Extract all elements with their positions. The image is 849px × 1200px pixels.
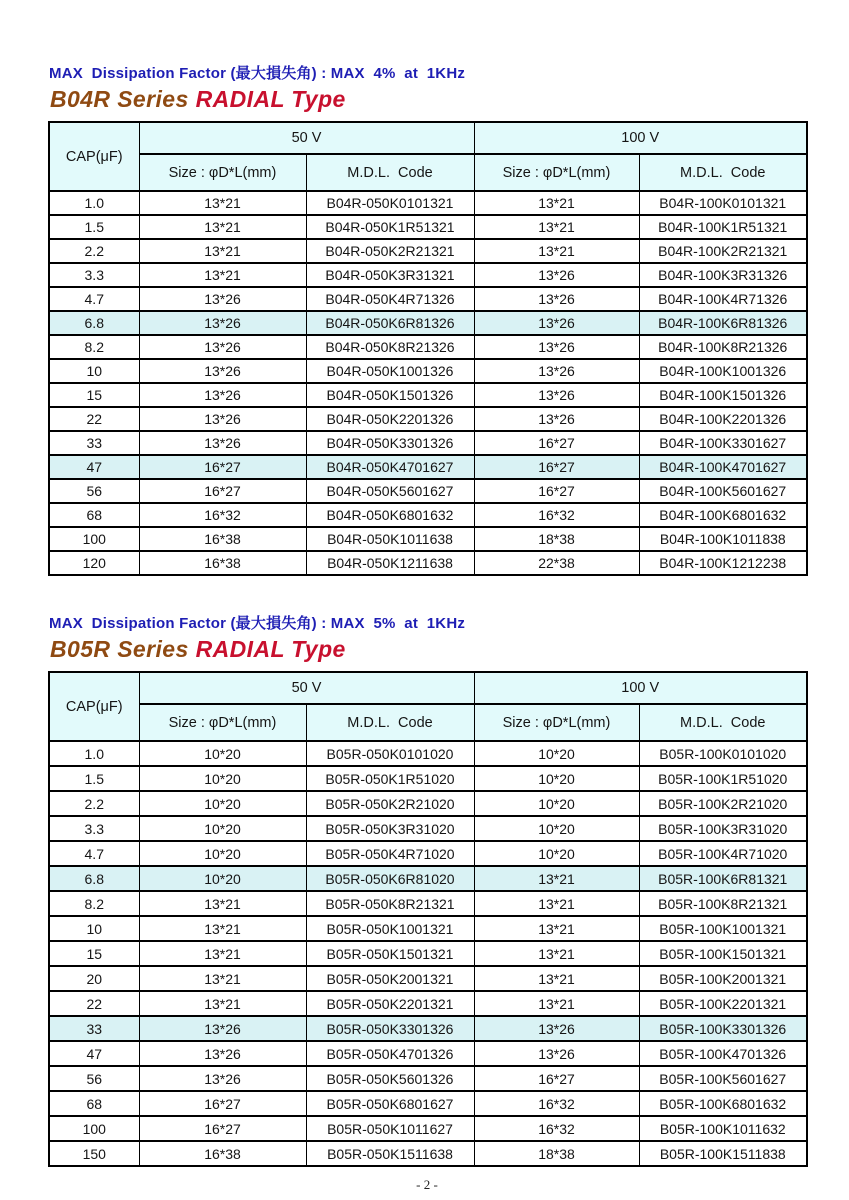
mdl-code-50v-cell: B04R-050K1R51321 bbox=[306, 215, 474, 239]
table-row bbox=[49, 359, 807, 383]
table-row bbox=[49, 791, 807, 816]
mdl-code-100v-cell: B04R-100K2201326 bbox=[639, 407, 807, 431]
cap-value-cell: 100 bbox=[49, 527, 139, 551]
table-row bbox=[49, 1066, 807, 1091]
cap-value-cell: 6.8 bbox=[49, 866, 139, 891]
b04r-table-head bbox=[49, 122, 807, 191]
mdl-code-100v-cell: B05R-100K2201321 bbox=[639, 991, 807, 1016]
sub-header-row bbox=[49, 704, 807, 741]
mdl-code-50v-cell: B05R-050K2201321 bbox=[306, 991, 474, 1016]
mdl-code-100v-cell: B05R-100K2001321 bbox=[639, 966, 807, 991]
mdl-code-50v-cell: B05R-050K3301326 bbox=[306, 1016, 474, 1041]
mdl-code-50v-cell: B05R-050K1511638 bbox=[306, 1141, 474, 1166]
cap-value-cell: 68 bbox=[49, 1091, 139, 1116]
mdl-code-50v-cell: B05R-050K1011627 bbox=[306, 1116, 474, 1141]
cap-value-cell: 1.0 bbox=[49, 191, 139, 215]
table-row bbox=[49, 263, 807, 287]
cap-value-cell: 47 bbox=[49, 455, 139, 479]
voltage-header-row bbox=[49, 122, 807, 154]
b04r-table-body bbox=[49, 191, 807, 575]
cap-value-cell: 1.5 bbox=[49, 215, 139, 239]
size-100v-cell: 10*20 bbox=[474, 841, 639, 866]
mdl-code-50v-cell: B05R-050K8R21321 bbox=[306, 891, 474, 916]
size-100v-cell: 13*26 bbox=[474, 359, 639, 383]
size-50v-cell: 13*26 bbox=[139, 1016, 306, 1041]
size-50v-cell: 13*21 bbox=[139, 191, 306, 215]
size-50v-cell: 13*21 bbox=[139, 891, 306, 916]
mdl-code-50v-cell: B05R-050K6R81020 bbox=[306, 866, 474, 891]
size-100v-cell: 13*26 bbox=[474, 335, 639, 359]
table-row bbox=[49, 335, 807, 359]
size-100v-cell: 13*26 bbox=[474, 1041, 639, 1066]
size-50v-cell: 13*26 bbox=[139, 335, 306, 359]
mdl-code-50v-cell: B05R-050K4701326 bbox=[306, 1041, 474, 1066]
size-100v-cell: 13*21 bbox=[474, 941, 639, 966]
mdl-code-100v-cell: B05R-100K2R21020 bbox=[639, 791, 807, 816]
size-100v-cell: 13*21 bbox=[474, 215, 639, 239]
table-row bbox=[49, 527, 807, 551]
series-title-b04r bbox=[50, 86, 849, 112]
mdl-code-100v-cell: B05R-100K0101020 bbox=[639, 741, 807, 766]
size-50v-cell: 13*21 bbox=[139, 239, 306, 263]
size-50v-cell: 13*21 bbox=[139, 941, 306, 966]
mdl-code-100v-cell: B04R-100K1R51321 bbox=[639, 215, 807, 239]
table-row bbox=[49, 503, 807, 527]
cap-value-cell: 15 bbox=[49, 941, 139, 966]
size-column-header-100v: Size : φD*L(mm) bbox=[474, 154, 639, 191]
series-name-b05r: B05R Series bbox=[50, 636, 189, 662]
table-row bbox=[49, 866, 807, 891]
cap-value-cell: 56 bbox=[49, 1066, 139, 1091]
table-row bbox=[49, 841, 807, 866]
cap-column-header: CAP(μF) bbox=[49, 672, 139, 741]
size-50v-cell: 13*26 bbox=[139, 359, 306, 383]
mdl-code-50v-cell: B05R-050K3R31020 bbox=[306, 816, 474, 841]
size-50v-cell: 13*26 bbox=[139, 311, 306, 335]
voltage-header-row bbox=[49, 672, 807, 704]
table-row bbox=[49, 916, 807, 941]
mdl-code-50v-cell: B05R-050K1001321 bbox=[306, 916, 474, 941]
mdl-code-50v-cell: B04R-050K2R21321 bbox=[306, 239, 474, 263]
cap-value-cell: 1.0 bbox=[49, 741, 139, 766]
table-row bbox=[49, 551, 807, 575]
cap-column-header: CAP(μF) bbox=[49, 122, 139, 191]
cap-value-cell: 15 bbox=[49, 383, 139, 407]
dissipation-factor-note-b05r: MAX Dissipation Factor (最大損失角) : MAX 5% at 1KHz bbox=[49, 615, 466, 632]
size-100v-cell: 10*20 bbox=[474, 791, 639, 816]
size-100v-cell: 13*21 bbox=[474, 239, 639, 263]
cap-value-cell: 10 bbox=[49, 916, 139, 941]
mdl-code-100v-cell: B05R-100K1011632 bbox=[639, 1116, 807, 1141]
b05r-table-body bbox=[49, 741, 807, 1166]
mdl-code-100v-cell: B05R-100K1511838 bbox=[639, 1141, 807, 1166]
table-row bbox=[49, 431, 807, 455]
size-100v-cell: 16*27 bbox=[474, 1066, 639, 1091]
size-100v-cell: 22*38 bbox=[474, 551, 639, 575]
size-50v-cell: 10*20 bbox=[139, 766, 306, 791]
voltage-100v-header: 100 V bbox=[474, 672, 807, 704]
table-row bbox=[49, 287, 807, 311]
mdl-code-100v-cell: B04R-100K8R21326 bbox=[639, 335, 807, 359]
size-50v-cell: 13*21 bbox=[139, 991, 306, 1016]
cap-value-cell: 8.2 bbox=[49, 891, 139, 916]
size-50v-cell: 13*26 bbox=[139, 1041, 306, 1066]
table-row bbox=[49, 766, 807, 791]
mdl-code-100v-cell: B05R-100K1R51020 bbox=[639, 766, 807, 791]
cap-value-cell: 2.2 bbox=[49, 791, 139, 816]
cap-value-cell: 4.7 bbox=[49, 287, 139, 311]
size-column-header-50v: Size : φD*L(mm) bbox=[139, 154, 306, 191]
table-row bbox=[49, 1116, 807, 1141]
table-row bbox=[49, 941, 807, 966]
table-row bbox=[49, 991, 807, 1016]
cap-value-cell: 1.5 bbox=[49, 766, 139, 791]
table-row bbox=[49, 455, 807, 479]
mdl-code-50v-cell: B04R-050K1001326 bbox=[306, 359, 474, 383]
mdl-code-100v-cell: B05R-100K6801632 bbox=[639, 1091, 807, 1116]
mdl-code-50v-cell: B05R-050K6801627 bbox=[306, 1091, 474, 1116]
cap-value-cell: 22 bbox=[49, 407, 139, 431]
mdl-code-100v-cell: B04R-100K2R21321 bbox=[639, 239, 807, 263]
cap-value-cell: 100 bbox=[49, 1116, 139, 1141]
size-100v-cell: 16*27 bbox=[474, 479, 639, 503]
mdl-code-50v-cell: B05R-050K5601326 bbox=[306, 1066, 474, 1091]
cap-value-cell: 120 bbox=[49, 551, 139, 575]
table-row bbox=[49, 191, 807, 215]
cap-value-cell: 33 bbox=[49, 431, 139, 455]
cap-value-cell: 20 bbox=[49, 966, 139, 991]
size-50v-cell: 13*26 bbox=[139, 287, 306, 311]
mdl-code-100v-cell: B05R-100K3301326 bbox=[639, 1016, 807, 1041]
mdl-code-50v-cell: B04R-050K1211638 bbox=[306, 551, 474, 575]
table-row bbox=[49, 1141, 807, 1166]
b04r-spec-table bbox=[48, 121, 808, 576]
mdl-code-100v-cell: B04R-100K5601627 bbox=[639, 479, 807, 503]
section-b05r bbox=[48, 612, 849, 1167]
size-100v-cell: 13*26 bbox=[474, 1016, 639, 1041]
mdl-code-100v-cell: B04R-100K3301627 bbox=[639, 431, 807, 455]
size-50v-cell: 13*21 bbox=[139, 916, 306, 941]
size-50v-cell: 13*26 bbox=[139, 383, 306, 407]
size-50v-cell: 16*38 bbox=[139, 1141, 306, 1166]
size-column-header-50v: Size : φD*L(mm) bbox=[139, 704, 306, 741]
mdl-code-50v-cell: B04R-050K4R71326 bbox=[306, 287, 474, 311]
section-b04r bbox=[48, 62, 849, 576]
size-50v-cell: 10*20 bbox=[139, 841, 306, 866]
mdl-code-50v-cell: B04R-050K0101321 bbox=[306, 191, 474, 215]
page-number: - 2 - bbox=[416, 1177, 438, 1192]
size-50v-cell: 13*21 bbox=[139, 263, 306, 287]
table-row bbox=[49, 479, 807, 503]
table-row bbox=[49, 383, 807, 407]
mdl-code-50v-cell: B04R-050K2201326 bbox=[306, 407, 474, 431]
size-50v-cell: 16*38 bbox=[139, 551, 306, 575]
table-row bbox=[49, 407, 807, 431]
size-50v-cell: 16*32 bbox=[139, 503, 306, 527]
table-row bbox=[49, 239, 807, 263]
size-50v-cell: 16*27 bbox=[139, 1091, 306, 1116]
size-50v-cell: 13*26 bbox=[139, 431, 306, 455]
size-100v-cell: 10*20 bbox=[474, 816, 639, 841]
voltage-50v-header: 50 V bbox=[139, 672, 474, 704]
mdl-code-column-header-100v: M.D.L. Code bbox=[639, 154, 807, 191]
table-row bbox=[49, 215, 807, 239]
sub-header-row bbox=[49, 154, 807, 191]
cap-value-cell: 3.3 bbox=[49, 816, 139, 841]
size-50v-cell: 13*21 bbox=[139, 215, 306, 239]
voltage-100v-header: 100 V bbox=[474, 122, 807, 154]
size-50v-cell: 16*38 bbox=[139, 527, 306, 551]
cap-value-cell: 33 bbox=[49, 1016, 139, 1041]
size-100v-cell: 13*26 bbox=[474, 383, 639, 407]
table-row bbox=[49, 741, 807, 766]
size-100v-cell: 13*21 bbox=[474, 966, 639, 991]
cap-value-cell: 150 bbox=[49, 1141, 139, 1166]
series-title-b05r bbox=[50, 636, 849, 662]
radial-type-label-b04r: RADIAL Type bbox=[195, 86, 346, 112]
size-50v-cell: 13*21 bbox=[139, 966, 306, 991]
b05r-table-head bbox=[49, 672, 807, 741]
size-100v-cell: 16*32 bbox=[474, 503, 639, 527]
mdl-code-50v-cell: B05R-050K2001321 bbox=[306, 966, 474, 991]
mdl-code-100v-cell: B05R-100K6R81321 bbox=[639, 866, 807, 891]
cap-value-cell: 56 bbox=[49, 479, 139, 503]
table-row bbox=[49, 966, 807, 991]
table-row bbox=[49, 816, 807, 841]
size-100v-cell: 13*21 bbox=[474, 191, 639, 215]
mdl-code-100v-cell: B04R-100K1501326 bbox=[639, 383, 807, 407]
mdl-code-50v-cell: B04R-050K3R31321 bbox=[306, 263, 474, 287]
b05r-spec-table bbox=[48, 671, 808, 1167]
mdl-code-100v-cell: B04R-100K3R31326 bbox=[639, 263, 807, 287]
size-100v-cell: 13*21 bbox=[474, 991, 639, 1016]
size-50v-cell: 13*26 bbox=[139, 407, 306, 431]
size-100v-cell: 16*32 bbox=[474, 1116, 639, 1141]
mdl-code-50v-cell: B04R-050K8R21326 bbox=[306, 335, 474, 359]
mdl-code-100v-cell: B04R-100K1212238 bbox=[639, 551, 807, 575]
size-100v-cell: 13*26 bbox=[474, 311, 639, 335]
mdl-code-100v-cell: B05R-100K4701326 bbox=[639, 1041, 807, 1066]
table-row bbox=[49, 1041, 807, 1066]
size-50v-cell: 13*26 bbox=[139, 1066, 306, 1091]
mdl-code-column-header-50v: M.D.L. Code bbox=[306, 154, 474, 191]
mdl-code-50v-cell: B04R-050K1501326 bbox=[306, 383, 474, 407]
mdl-code-100v-cell: B04R-100K4701627 bbox=[639, 455, 807, 479]
series-name-b04r: B04R Series bbox=[50, 86, 189, 112]
size-100v-cell: 10*20 bbox=[474, 741, 639, 766]
mdl-code-100v-cell: B05R-100K1501321 bbox=[639, 941, 807, 966]
mdl-code-50v-cell: B05R-050K1R51020 bbox=[306, 766, 474, 791]
mdl-code-50v-cell: B05R-050K1501321 bbox=[306, 941, 474, 966]
table-row bbox=[49, 1091, 807, 1116]
voltage-50v-header: 50 V bbox=[139, 122, 474, 154]
size-50v-cell: 16*27 bbox=[139, 1116, 306, 1141]
size-100v-cell: 18*38 bbox=[474, 1141, 639, 1166]
size-50v-cell: 10*20 bbox=[139, 816, 306, 841]
size-100v-cell: 13*21 bbox=[474, 866, 639, 891]
cap-value-cell: 3.3 bbox=[49, 263, 139, 287]
cap-value-cell: 2.2 bbox=[49, 239, 139, 263]
mdl-code-100v-cell: B05R-100K1001321 bbox=[639, 916, 807, 941]
mdl-code-100v-cell: B04R-100K0101321 bbox=[639, 191, 807, 215]
size-100v-cell: 13*21 bbox=[474, 891, 639, 916]
mdl-code-50v-cell: B04R-050K4701627 bbox=[306, 455, 474, 479]
mdl-code-50v-cell: B05R-050K2R21020 bbox=[306, 791, 474, 816]
cap-value-cell: 22 bbox=[49, 991, 139, 1016]
table-row bbox=[49, 891, 807, 916]
mdl-code-50v-cell: B04R-050K1011638 bbox=[306, 527, 474, 551]
table-row bbox=[49, 1016, 807, 1041]
size-50v-cell: 10*20 bbox=[139, 741, 306, 766]
size-50v-cell: 16*27 bbox=[139, 455, 306, 479]
mdl-code-100v-cell: B04R-100K4R71326 bbox=[639, 287, 807, 311]
radial-type-label-b05r: RADIAL Type bbox=[195, 636, 346, 662]
size-100v-cell: 10*20 bbox=[474, 766, 639, 791]
size-100v-cell: 16*32 bbox=[474, 1091, 639, 1116]
mdl-code-50v-cell: B04R-050K6R81326 bbox=[306, 311, 474, 335]
mdl-code-100v-cell: B05R-100K3R31020 bbox=[639, 816, 807, 841]
size-100v-cell: 13*21 bbox=[474, 916, 639, 941]
size-50v-cell: 16*27 bbox=[139, 479, 306, 503]
cap-value-cell: 6.8 bbox=[49, 311, 139, 335]
cap-value-cell: 10 bbox=[49, 359, 139, 383]
mdl-code-50v-cell: B05R-050K4R71020 bbox=[306, 841, 474, 866]
mdl-code-100v-cell: B05R-100K5601627 bbox=[639, 1066, 807, 1091]
dissipation-factor-note-b04r: MAX Dissipation Factor (最大損失角) : MAX 4% at 1KHz bbox=[49, 65, 466, 82]
table-row bbox=[49, 311, 807, 335]
cap-value-cell: 68 bbox=[49, 503, 139, 527]
mdl-code-column-header-100v: M.D.L. Code bbox=[639, 704, 807, 741]
cap-value-cell: 4.7 bbox=[49, 841, 139, 866]
size-column-header-100v: Size : φD*L(mm) bbox=[474, 704, 639, 741]
mdl-code-100v-cell: B04R-100K1001326 bbox=[639, 359, 807, 383]
size-50v-cell: 10*20 bbox=[139, 791, 306, 816]
size-100v-cell: 13*26 bbox=[474, 407, 639, 431]
mdl-code-100v-cell: B04R-100K1011838 bbox=[639, 527, 807, 551]
cap-value-cell: 47 bbox=[49, 1041, 139, 1066]
size-100v-cell: 18*38 bbox=[474, 527, 639, 551]
mdl-code-100v-cell: B05R-100K4R71020 bbox=[639, 841, 807, 866]
size-100v-cell: 13*26 bbox=[474, 287, 639, 311]
mdl-code-100v-cell: B05R-100K8R21321 bbox=[639, 891, 807, 916]
mdl-code-column-header-50v: M.D.L. Code bbox=[306, 704, 474, 741]
mdl-code-100v-cell: B04R-100K6R81326 bbox=[639, 311, 807, 335]
mdl-code-100v-cell: B04R-100K6801632 bbox=[639, 503, 807, 527]
mdl-code-50v-cell: B05R-050K0101020 bbox=[306, 741, 474, 766]
cap-value-cell: 8.2 bbox=[49, 335, 139, 359]
mdl-code-50v-cell: B04R-050K5601627 bbox=[306, 479, 474, 503]
size-100v-cell: 13*26 bbox=[474, 263, 639, 287]
size-100v-cell: 16*27 bbox=[474, 431, 639, 455]
mdl-code-50v-cell: B04R-050K3301326 bbox=[306, 431, 474, 455]
mdl-code-50v-cell: B04R-050K6801632 bbox=[306, 503, 474, 527]
size-50v-cell: 10*20 bbox=[139, 866, 306, 891]
size-100v-cell: 16*27 bbox=[474, 455, 639, 479]
